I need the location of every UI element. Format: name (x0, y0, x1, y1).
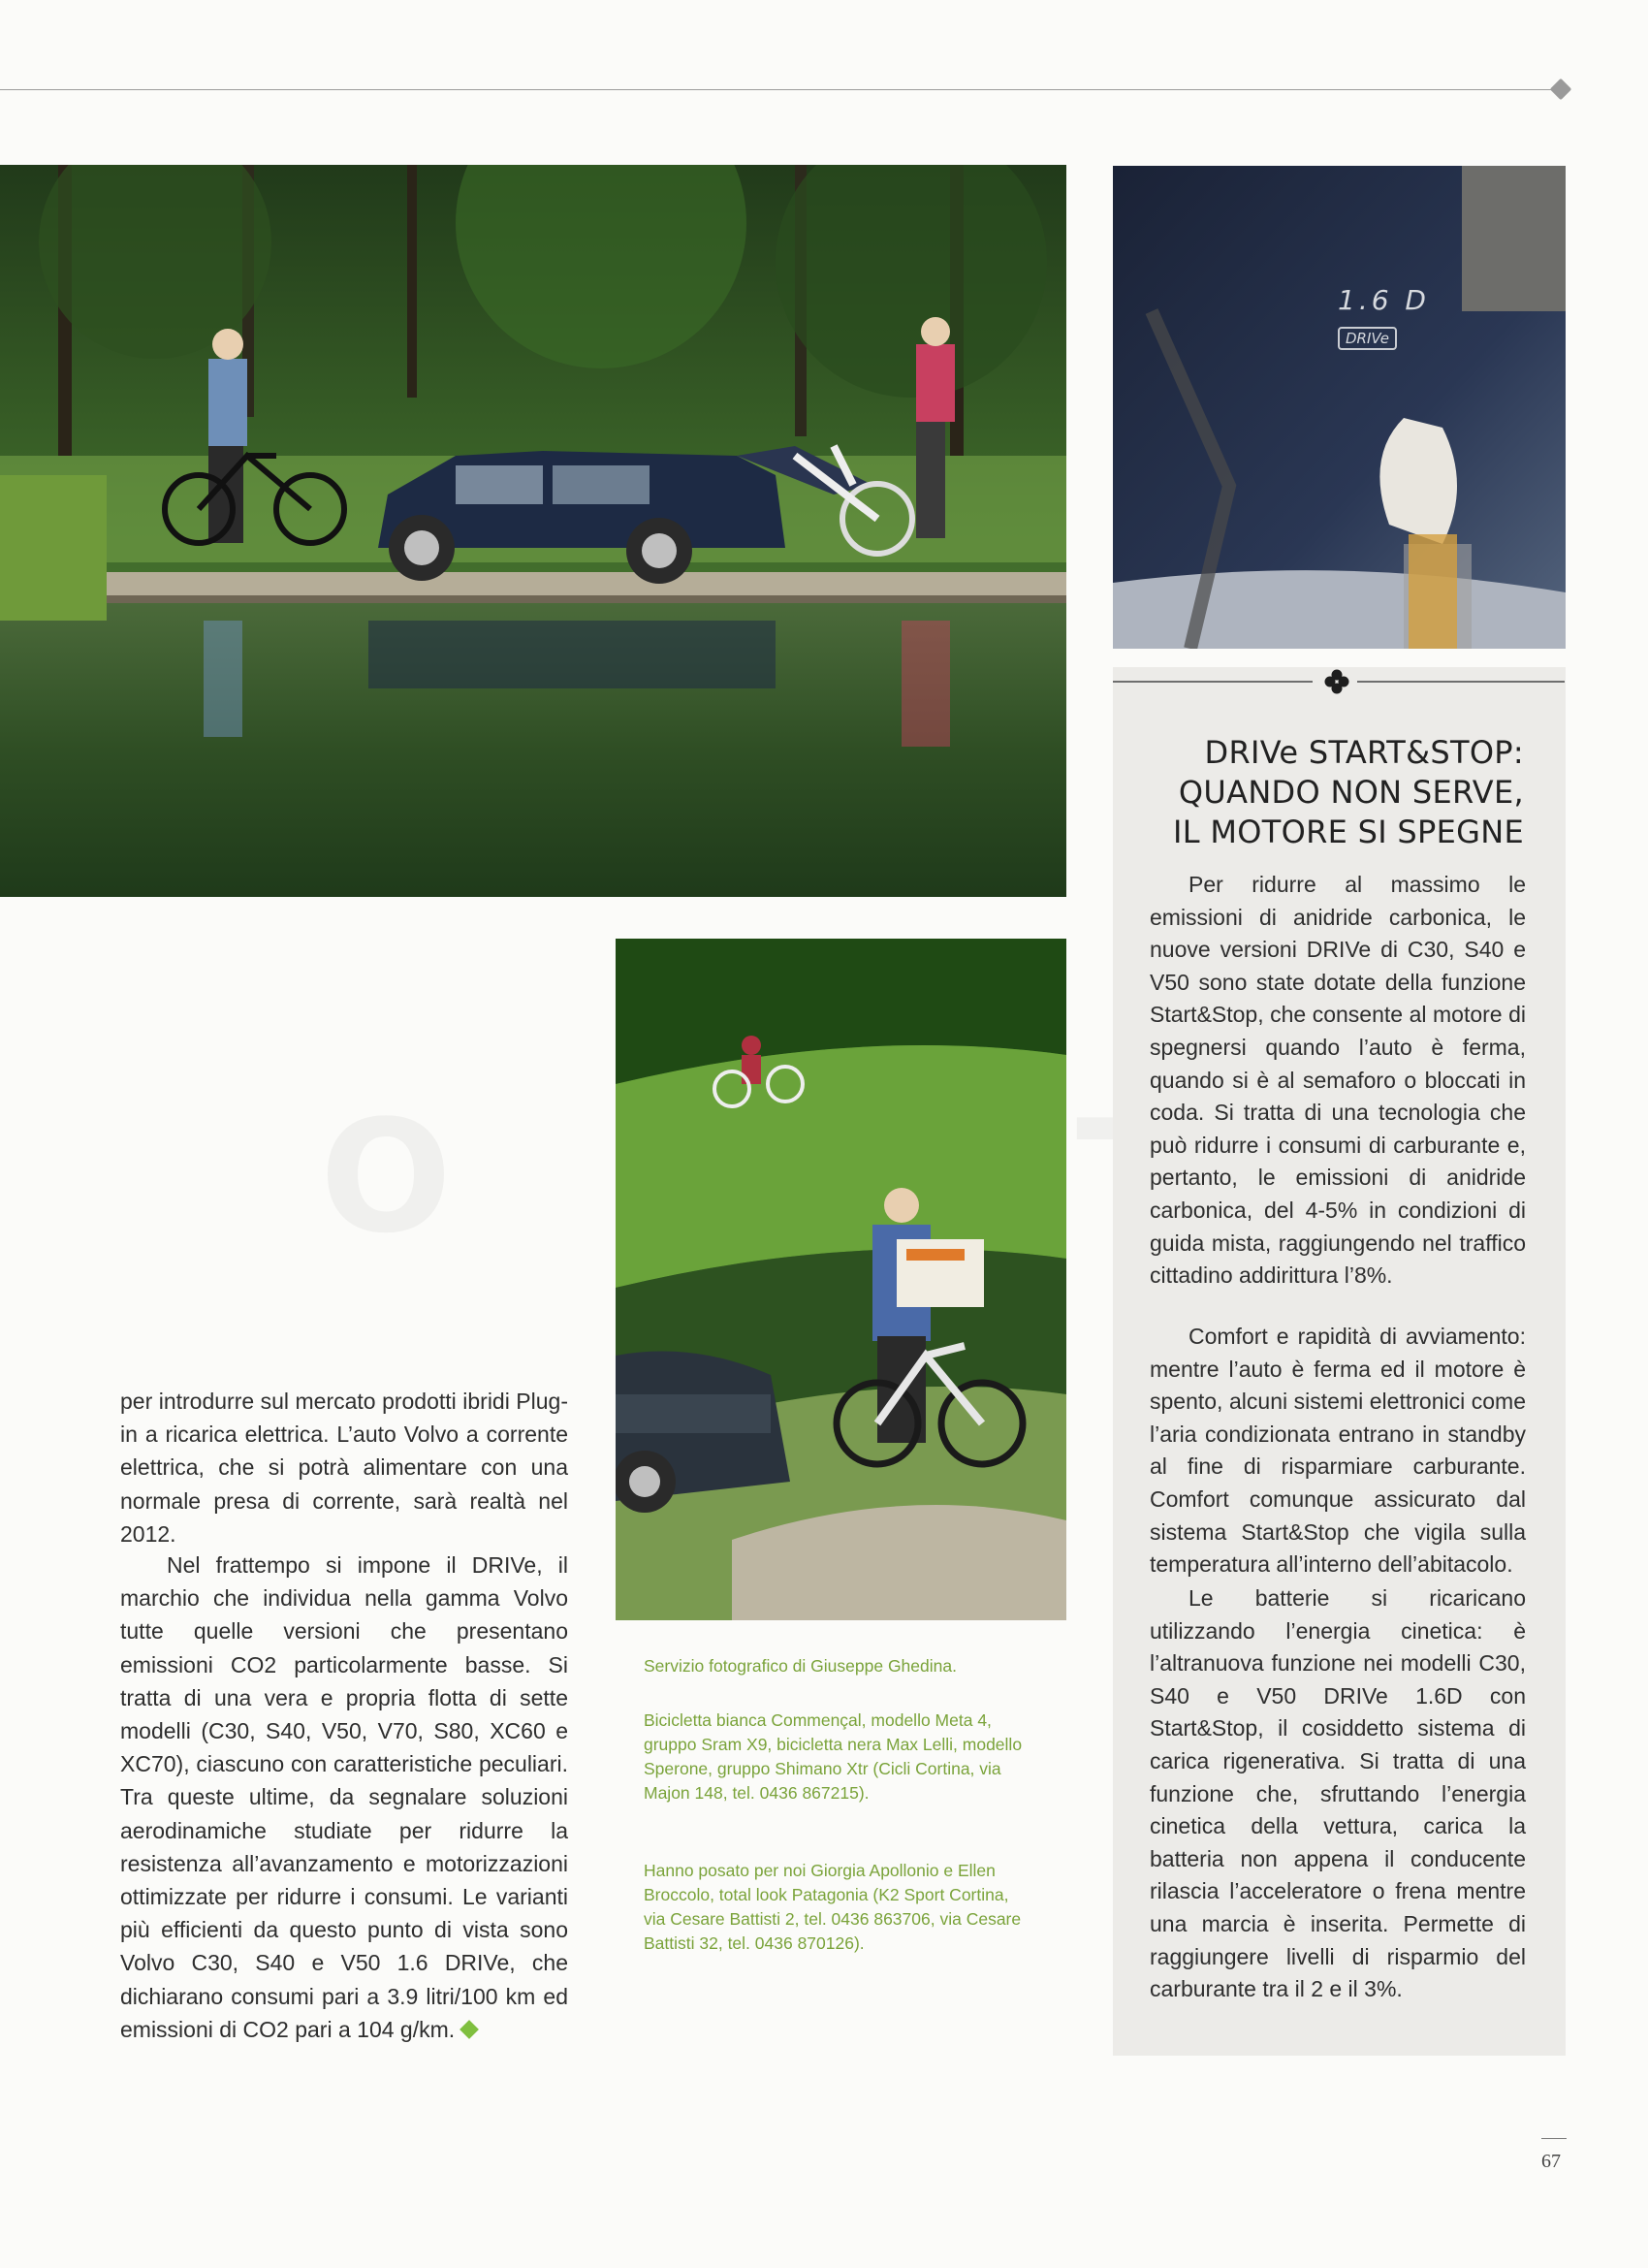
photo-badge-closeup (1113, 166, 1566, 649)
diamond-ornament-icon (1550, 79, 1572, 101)
caption-models: Hanno posato per noi Giorgia Apollonio e Ellen Broccolo, total look Patagonia (K2 Sport Cortina, via Cesare Battisti 2, tel. 0436 863706, via Cesare Battisti 32, tel. 0436 870126). (644, 1861, 1022, 1953)
page-number: 67 (1541, 2151, 1561, 2172)
end-of-article-diamond-icon (460, 2020, 479, 2039)
sidebar-rule-right (1357, 681, 1565, 683)
sidebar-paragraph-1: Per ridurre al massimo le emissioni di anidride carbonica, le nuove versioni DRIVe di C30, S40 e V50 sono state dotate della funzione Start&Stop, che consente al motore di spegnersi quando l’auto è ferma, quando si è al semaforo o bloccati in coda. Si tratta di una tecnologia che può ridurre i consumi di carburante e, pertanto, le emissioni di anidride carbonica, del 4-5% in condizioni di guida mista, raggiungendo nel traffico cittadino addirittura l’8%. (1150, 872, 1526, 1289)
drive-badge: DRIVe (1338, 327, 1397, 350)
engine-badge: 1.6 D (1338, 284, 1430, 316)
body-paragraph-2-text: Nel frattempo si impone il DRIVe, il marchio che individua nella gamma Volvo tutte quelle versioni che presentano emissioni CO2 particolarmente basse. Si tratta di una vera e propria flotta di sette modelli (C30, S40, V50, V70, S80, XC60 e XC70), ciascuno con caratteristiche peculiari. Tra queste ultime, da segnalare soluzioni aerodinamiche studiate per ridurre la resistenza all’avanzamento e motorizzazioni ottimizzate per ridurre i consumi. Le varianti più efficienti da questo punto di vista sono Volvo C30, S40 e V50 1.6 DRIVe, che dichiarano consumi pari a 3.9 litri/100 km ed emissioni di CO2 pari a 104 g/km. (120, 1552, 568, 2042)
sidebar-title (1125, 733, 1524, 852)
sidebar-title-line-1: DRIVe START&STOP: (1204, 734, 1524, 771)
sidebar-paragraph-3: Le batterie si ricaricano utilizzando l’energia cinetica: è l’altranuova funzione nei modelli C30, S40 e V50 DRIVe 1.6D con Start&Stop, il cosiddetto sistema di carica rigenerativa. Si tratta di una funzione che, sfruttando l’energia cinetica della vettura, carica la batteria non appena il conducente rilascia l’acceleratore o frena mentre una marcia è inserita. Permette di raggiungere livelli di risparmio del carburante tra il 2 e il 3%. (1150, 1585, 1526, 2002)
page-number-rule (1541, 2138, 1567, 2139)
body-paragraph-1: per introdurre sul mercato prodotti ibridi Plug-in a ricarica elettrica. L’auto Volvo a corrente elettrica, che si potrà alimentare con una normale presa di corrente, sarà realtà nel 2012. (120, 1389, 568, 1547)
photo-lake-car-bikes (0, 165, 1066, 897)
sidebar-paragraph-2: Comfort e rapidità di avviamento: mentre l’auto è ferma ed il motore è spento, alcuni sistemi elettronici come l’aria condizionata entrano in standby al fine di risparmiare carburante. Comfort comunque assicurato dal sistema Start&Stop che vigila sulla temperatura all’interno dell’abitacolo. (1150, 1324, 1526, 1578)
sidebar-title-line-2: QUANDO NON SERVE, (1178, 774, 1524, 811)
photo-credit: Servizio fotografico di Giuseppe Ghedina. (644, 1656, 957, 1676)
top-divider (0, 89, 1561, 90)
bleedthrough-watermark (320, 1086, 460, 1267)
photo-cyclists-meadow (616, 939, 1066, 1620)
clover-ornament-icon (1324, 669, 1349, 694)
sidebar-title-line-3: IL MOTORE SI SPEGNE (1173, 814, 1524, 850)
caption-bikes: Bicicletta bianca Commençal, modello Meta 4, gruppo Sram X9, bicicletta nera Max Lelli, modello Sperone, gruppo Shimano Xtr (Cicli Cortina, via Majon 148, tel. 0436 867215). (644, 1710, 1023, 1803)
body-paragraph-2 (120, 1549, 568, 2046)
sidebar-rule-left (1113, 681, 1313, 683)
